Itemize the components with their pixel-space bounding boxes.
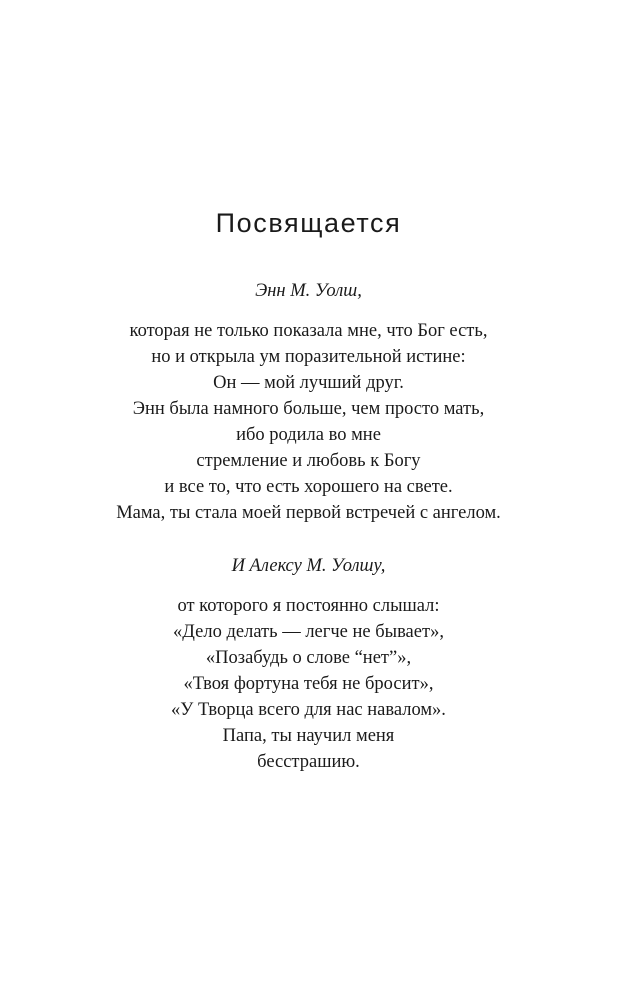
dedication-addressee: Энн М. Уолш, xyxy=(255,281,362,301)
dedication-line: и все то, что есть хорошего на свете. xyxy=(164,477,453,497)
dedication-line: бесстрашию. xyxy=(257,752,360,772)
dedication-line: Папа, ты научил меня xyxy=(222,726,395,746)
dedication-line: ибо родила во мне xyxy=(236,425,381,445)
page-title: Посвящается xyxy=(215,208,402,238)
dedication-line: но и открыла ум поразительной истине: xyxy=(151,347,466,367)
dedication-line: Он — мой лучший друг. xyxy=(213,373,404,393)
dedication-line: Энн была намного больше, чем просто мать, xyxy=(132,399,485,419)
dedication-line: «У Творца всего для нас навалом». xyxy=(171,700,446,720)
dedication-line: Мама, ты стала моей первой встречей с ангелом. xyxy=(116,503,501,523)
dedication-father xyxy=(0,553,617,775)
dedication-line: «Твоя фортуна тебя не бросит», xyxy=(183,674,434,694)
dedication-line: которая не только показала мне, что Бог есть, xyxy=(129,321,488,341)
dedication-line: стремление и любовь к Богу xyxy=(196,451,421,471)
dedication-mother xyxy=(0,278,617,526)
dedication-line: «Позабудь о слове “нет”», xyxy=(205,648,412,668)
dedication-addressee: И Алексу М. Уолшу, xyxy=(231,556,386,576)
dedication-line: «Дело делать — легче не бывает», xyxy=(173,622,444,642)
dedication-line: от которого я постоянно слышал: xyxy=(177,596,440,616)
